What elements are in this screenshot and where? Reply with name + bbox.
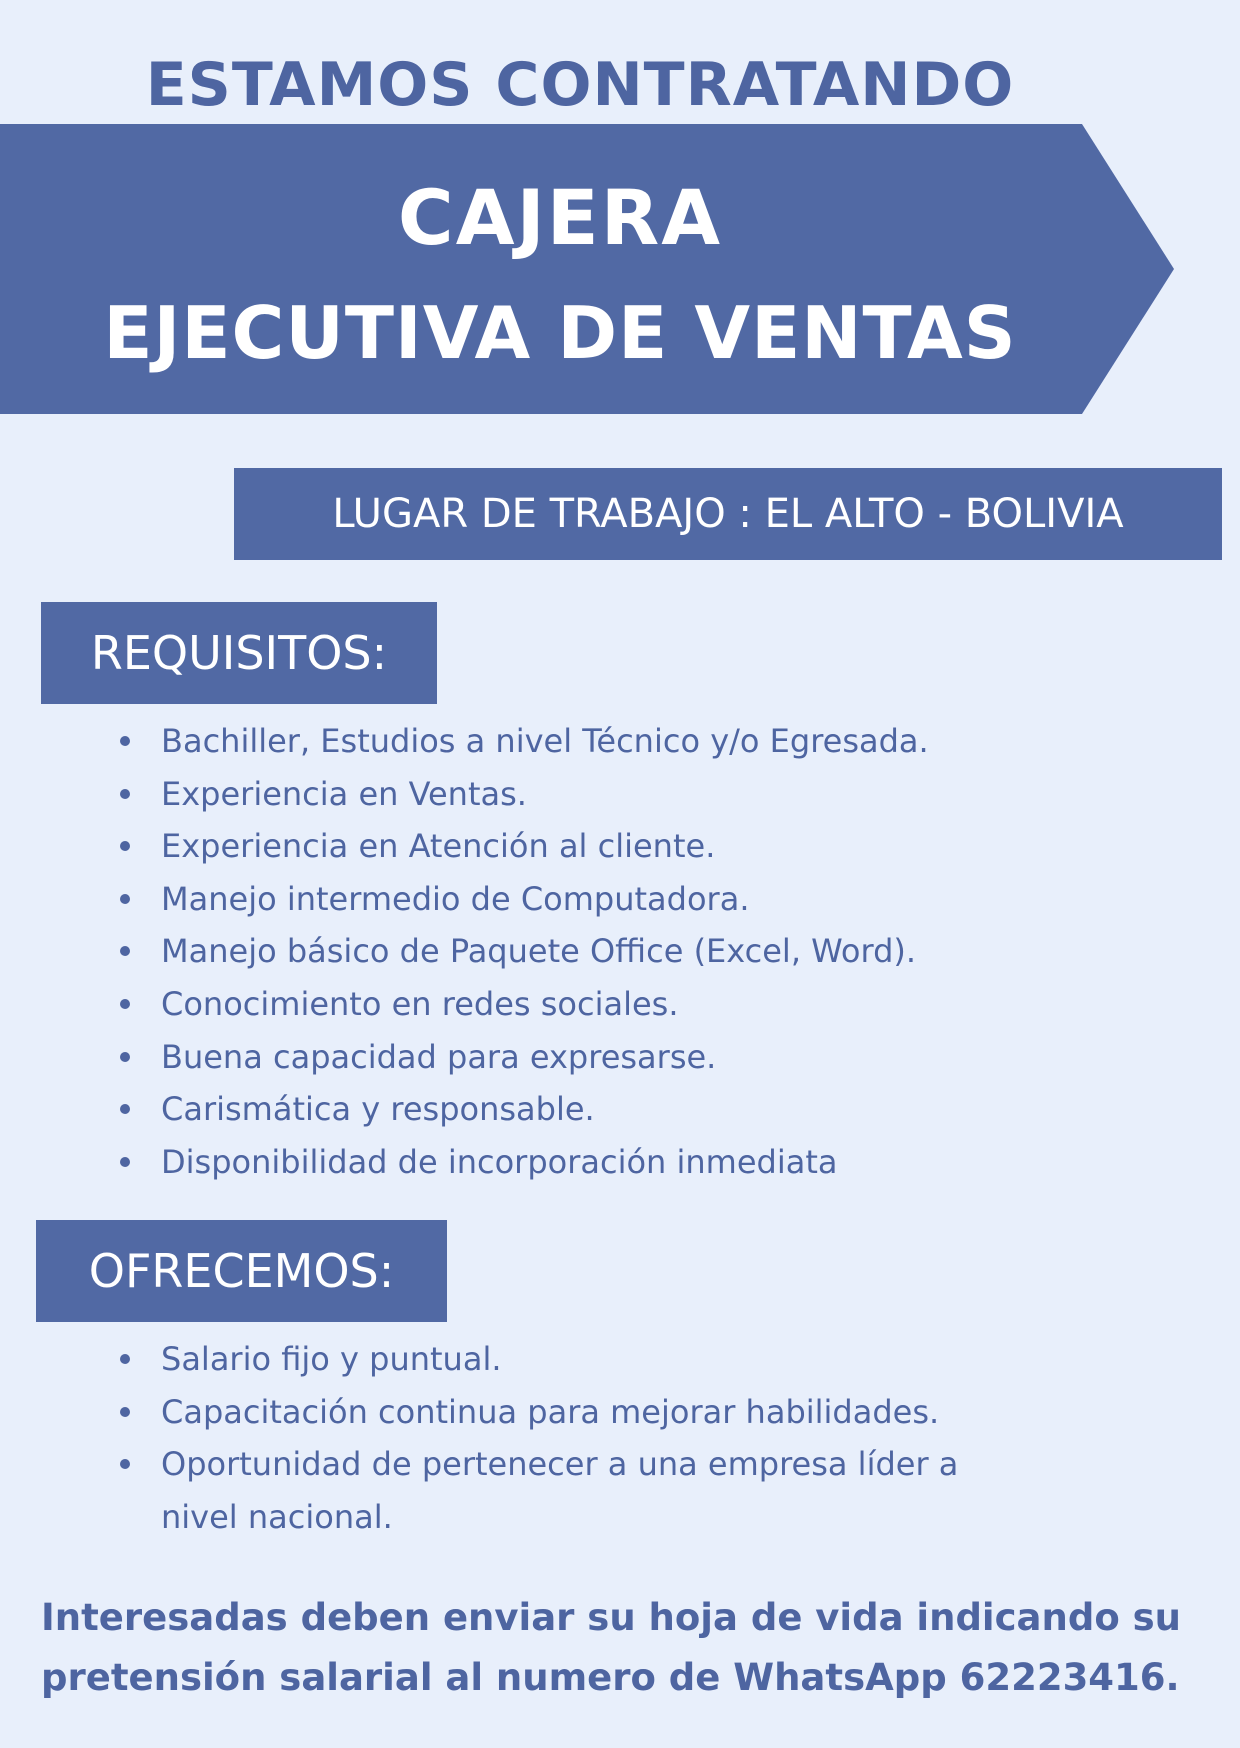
- offer-list: [110, 1333, 1090, 1543]
- bullet-dot-icon: [120, 999, 130, 1009]
- list-item: [110, 925, 1090, 978]
- offer-text: Oportunidad de pertenecer a una empresa líder a nivel nacional.: [161, 1445, 959, 1536]
- position-title-cajera: CAJERA: [397, 173, 723, 262]
- requirements-label: REQUISITOS:: [41, 602, 437, 704]
- offer-label: OFRECEMOS:: [36, 1220, 447, 1322]
- list-item: [110, 978, 1090, 1031]
- instructions-line-1: Interesadas deben enviar su hoja de vida indicando su: [41, 1596, 1182, 1639]
- requirements-list: [110, 715, 1090, 1188]
- position-title-ejecutiva: EJECUTIVA DE VENTAS: [103, 291, 1017, 375]
- list-item: [110, 768, 1090, 821]
- list-item: [110, 1136, 1090, 1189]
- application-instructions: [41, 1588, 1201, 1708]
- work-location-badge: LUGAR DE TRABAJO : EL ALTO - BOLIVIA: [234, 468, 1222, 560]
- bullet-dot-icon: [120, 1459, 130, 1469]
- bullet-dot-icon: [120, 789, 130, 799]
- bullet-dot-icon: [120, 1157, 130, 1167]
- bullet-dot-icon: [120, 1104, 130, 1114]
- bullet-dot-icon: [120, 841, 130, 851]
- bullet-dot-icon: [120, 894, 130, 904]
- bullet-dot-icon: [120, 946, 130, 956]
- bullet-dot-icon: [120, 1052, 130, 1062]
- requirement-text: Bachiller, Estudios a nivel Técnico y/o Egresada.: [161, 722, 929, 760]
- bullet-dot-icon: [120, 1407, 130, 1417]
- requirement-text: Disponibilidad de incorporación inmediata: [161, 1142, 838, 1181]
- offer-text: Capacitación continua para mejorar habilidades.: [161, 1392, 940, 1431]
- list-item: [110, 715, 1090, 768]
- requirement-text: Buena capacidad para expresarse.: [161, 1037, 717, 1076]
- offer-text: Salario fijo y puntual.: [161, 1340, 502, 1378]
- bullet-dot-icon: [120, 1354, 130, 1364]
- list-item: [110, 1386, 1090, 1439]
- bullet-dot-icon: [120, 736, 130, 746]
- list-item: [110, 820, 1090, 873]
- requirement-text: Carismática y responsable.: [161, 1090, 595, 1129]
- list-item: [110, 1083, 1090, 1136]
- headline: ESTAMOS CONTRATANDO: [145, 50, 1015, 120]
- instructions-line-2: pretensión salarial al numero de WhatsApp 62223416.: [41, 1656, 1180, 1699]
- requirement-text: Experiencia en Atención al cliente.: [161, 827, 716, 866]
- list-item: [110, 1333, 1090, 1386]
- list-item: [110, 1438, 1041, 1543]
- requirement-text: Conocimiento en redes sociales.: [161, 984, 679, 1023]
- requirement-text: Manejo intermedio de Computadora.: [161, 879, 750, 918]
- requirement-text: Experiencia en Ventas.: [161, 774, 527, 813]
- list-item: [110, 873, 1090, 926]
- list-item: [110, 1031, 1090, 1084]
- requirement-text: Manejo básico de Paquete Office (Excel, Word).: [161, 932, 917, 971]
